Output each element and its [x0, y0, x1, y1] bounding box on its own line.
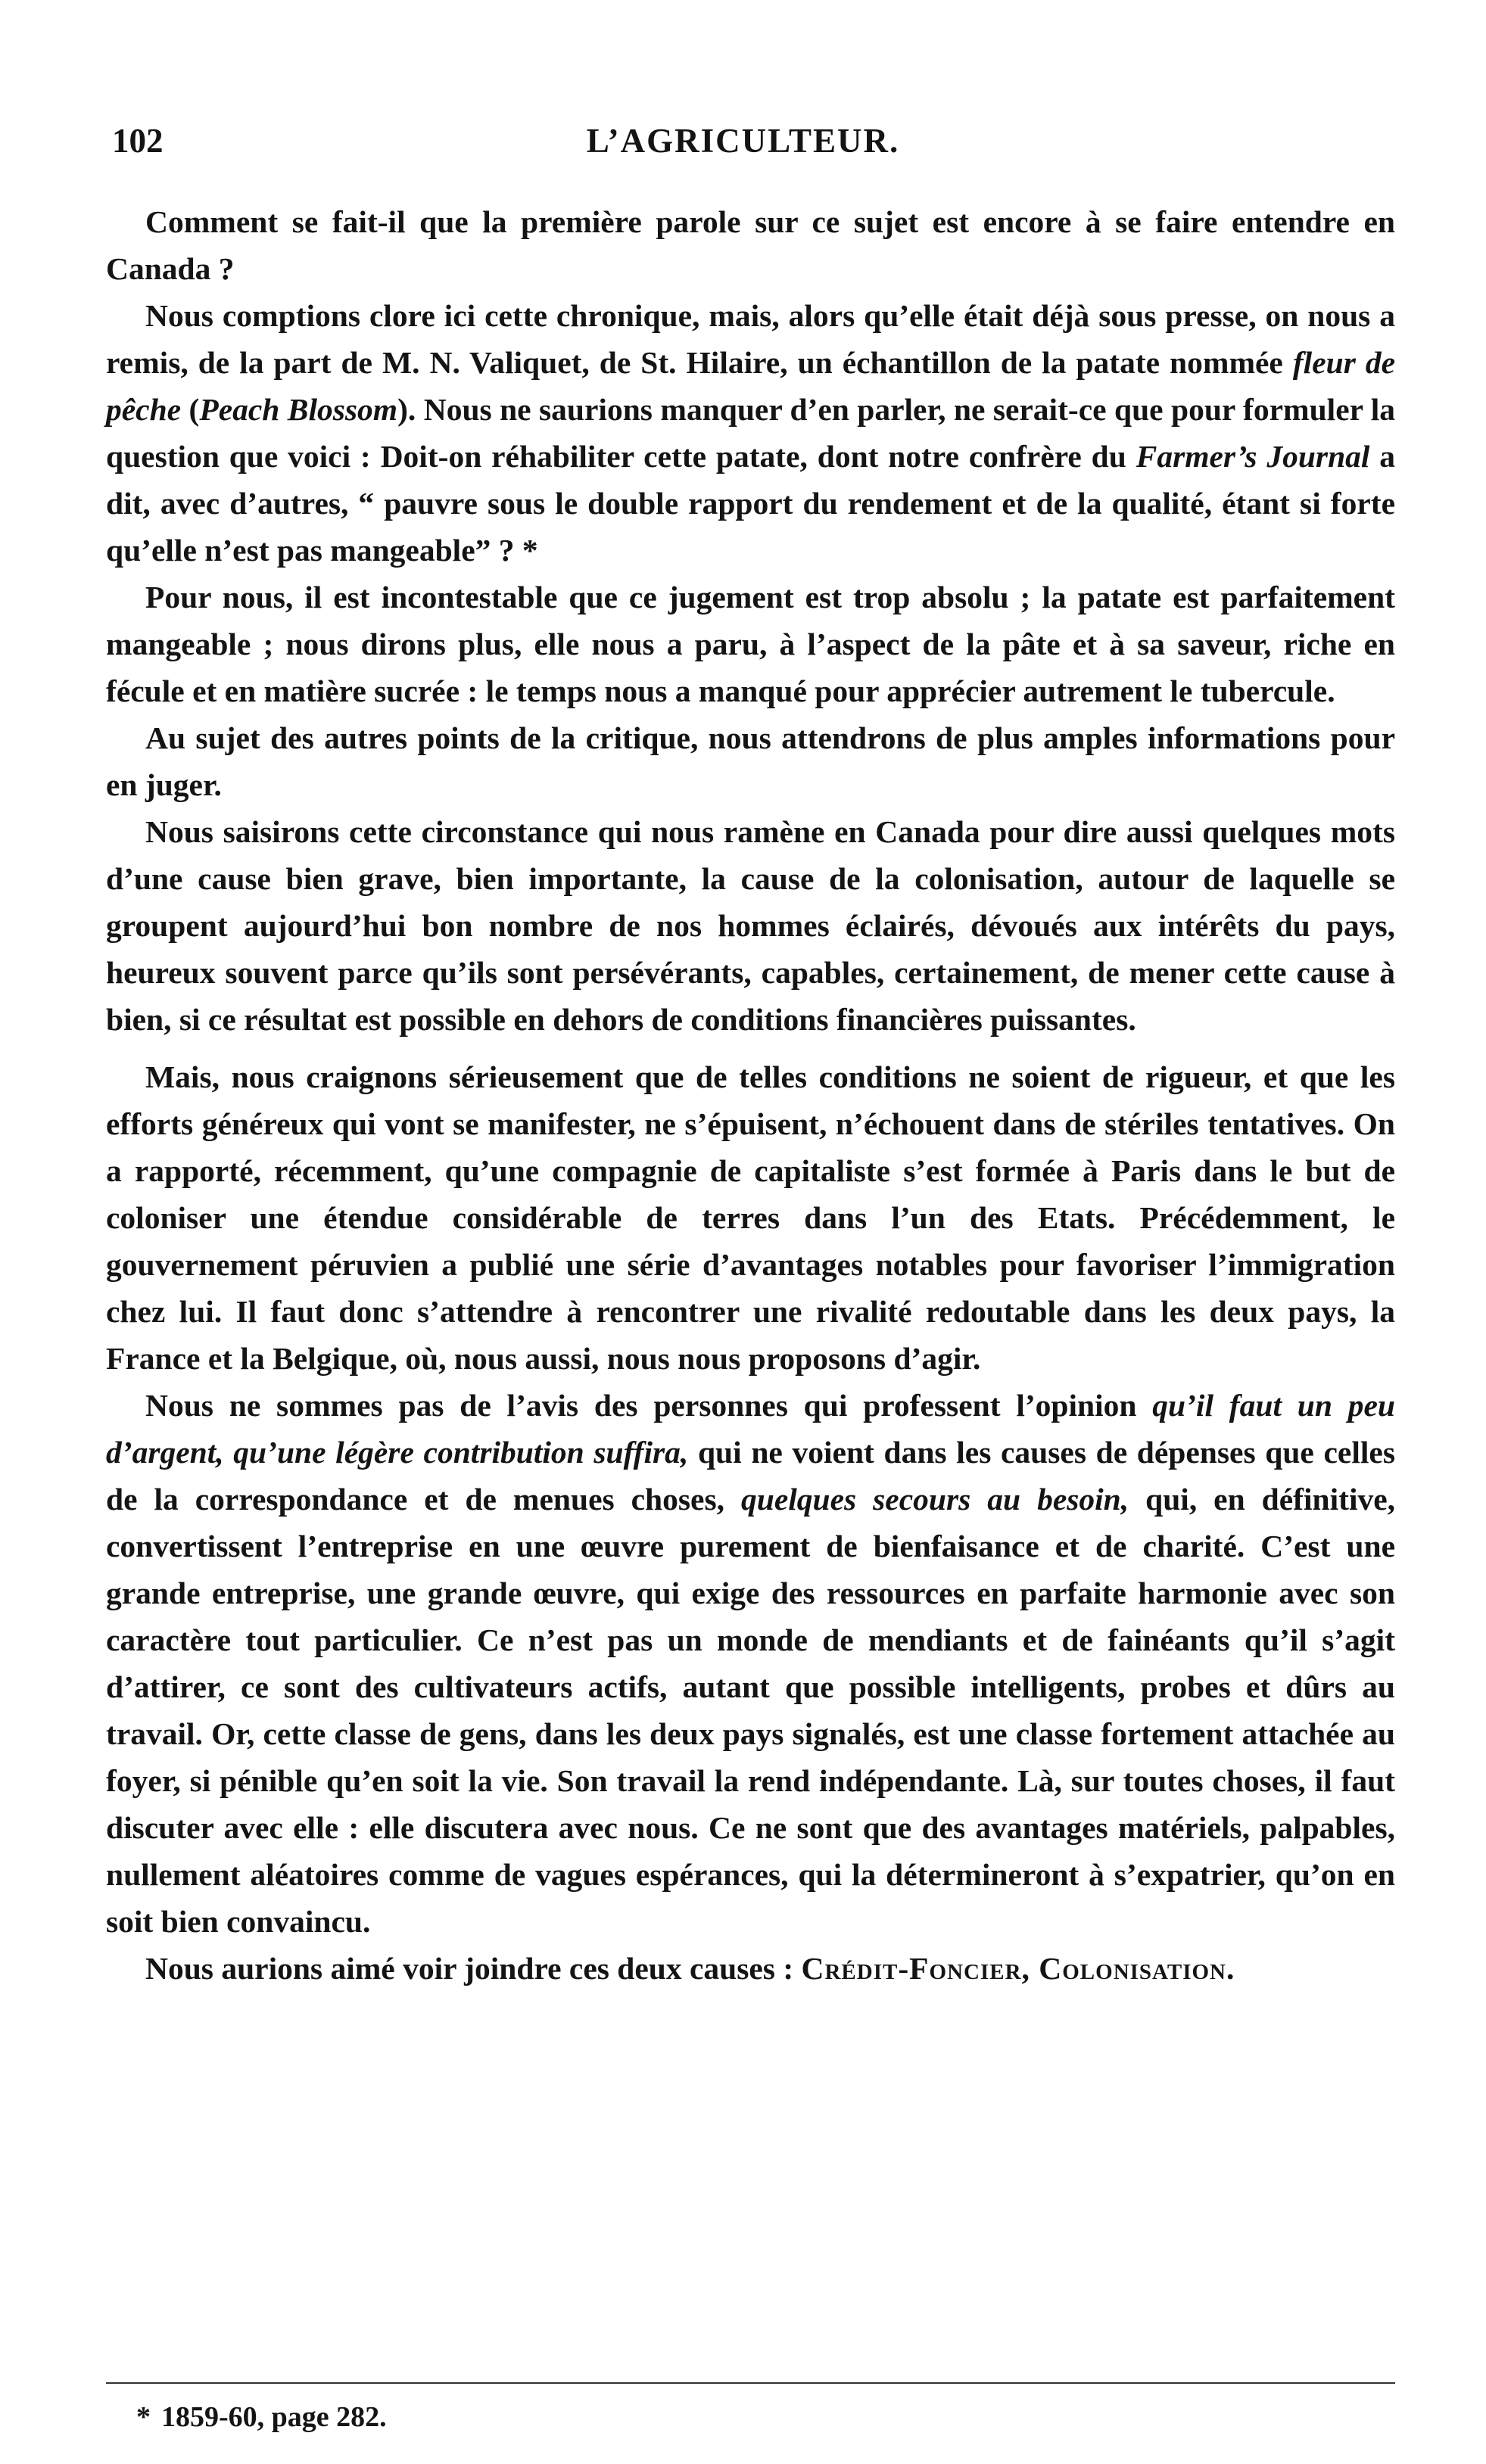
paragraph-1 — [106, 198, 1395, 292]
footnote — [136, 2400, 387, 2434]
paragraph-7 — [106, 1382, 1395, 1945]
text-run: Nous ne sommes pas de l’avis des personnes qui professent l’opinion — [145, 1388, 1153, 1423]
text-run: qui ne voient dans les causes de dépenses que celles de la correspondance et de menues choses, — [106, 1435, 1395, 1517]
text-run: ( — [181, 392, 200, 427]
paragraph-5 — [106, 808, 1395, 1043]
italic-run: Peach Blossom — [199, 392, 398, 427]
paragraph-text: Au sujet des autres points de la critique, nous attendrons de plus amples informations pour en juger. — [106, 720, 1395, 802]
footnote-mark: * — [136, 2401, 151, 2433]
text-run: a dit, avec d’autres, “ pauvre sous le double rapport du rendement et de la qualité, étant si forte qu’elle n’est pas mangeable” ? — [106, 439, 1396, 568]
text-run: Nous comptions clore ici cette chronique, mais, alors qu’elle était déjà sous presse, on nous a remis, de la part de M. N. Valiquet, de St. Hilaire, un échantillon de la patate nommée — [106, 298, 1395, 380]
italic-run: qu’il faut un peu d’argent, qu’une légère contribution suffira, — [106, 1388, 1395, 1470]
paragraph-2 — [106, 292, 1395, 574]
main-text — [106, 198, 1395, 1992]
paragraph-3 — [106, 574, 1395, 714]
paragraph-text: Comment se fait-il que la première parole sur ce sujet est encore à se faire entendre en Canada ? — [106, 204, 1395, 286]
paragraph-text: Pour nous, il est incontestable que ce jugement est trop absolu ; la patate est parfaitement mangeable ; nous dirons plus, elle nous a paru, à l’aspect de la pâte et à sa saveur, riche en fécule et en matière sucrée : le temps nous a manqué pour apprécier autrement le tubercule. — [106, 580, 1395, 708]
small-caps-run: Crédit-Foncier, Colonisation. — [801, 1951, 1235, 1986]
footnote-reference: * — [522, 533, 538, 568]
paragraph-6 — [106, 1053, 1395, 1382]
text-run: Nous aurions aimé voir joindre ces deux causes : — [145, 1951, 802, 1986]
text-run: qui, en définitive, convertissent l’entreprise en une œuvre purement de bienfaisance et de charité. C’est une grande entreprise, une grande œuvre, qui exige des ressources en parfaite harmonie avec son caractère tout particulier. Ce n’est pas un monde de mendiants et de fainéants qu’il s’agit d’attirer, ce sont des cultivateurs actifs, autant que possible intelligents, probes et dûrs au travail. Or, cette classe de gens, dans les deux pays signalés, est une classe fortement attachée au foyer, si pénible qu’en soit la vie. Son travail la rend indépendante. Là, sur toutes choses, il faut discuter avec elle : elle discutera avec nous. Ce ne sont que des avantages matériels, palpables, nullement aléatoires comme de vagues espérances, qui la détermineront à s’expatrier, qu’on en soit bien convaincu. — [106, 1482, 1396, 1939]
page-header — [112, 121, 1374, 174]
footnote-divider — [106, 2382, 1395, 2384]
italic-run: Farmer’s Journal — [1136, 439, 1370, 474]
paragraph-text: Mais, nous craignons sérieusement que de telles conditions ne soient de rigueur, et que les efforts généreux qui vont se manifester, ne s’épuisent, n’échouent dans de stériles tentatives. On a rapporté, récemment, qu’une compagnie de capitaliste s’est formée à Paris dans le but de coloniser une étendue considérable de terres dans l’un des Etats. Précédemment, le gouvernement péruvien a publié une série d’avantages notables pour favoriser l’immigration chez lui. Il faut donc s’attendre à rencontrer une rivalité redoutable dans les deux pays, la France et la Belgique, où, nous aussi, nous nous proposons d’agir. — [106, 1059, 1395, 1376]
page-number: 102 — [112, 122, 164, 160]
running-title: L’AGRICULTEUR. — [586, 122, 900, 160]
paragraph-8 — [106, 1945, 1395, 1992]
italic-run: quelques secours au besoin, — [740, 1482, 1129, 1517]
footnote-text: 1859-60, page 282. — [161, 2401, 387, 2433]
italic-run: fleur de pêche — [106, 345, 1395, 427]
text-run: ). Nous ne saurions manquer d’en parler, ne serait-ce que pour formuler la question que voici : Doit-on réhabiliter cette patate, dont notre confrère du — [106, 392, 1395, 474]
paragraph-text: Nous saisirons cette circonstance qui nous ramène en Canada pour dire aussi quelques mots d’une cause bien grave, bien importante, la cause de la colonisation, autour de laquelle se groupent aujourd’hui bon nombre de nos hommes éclairés, dévoués aux intérêts du pays, heureux souvent parce qu’ils sont persévérants, capables, certainement, de mener cette cause à bien, si ce résultat est possible en dehors de conditions financières puissantes. — [106, 814, 1395, 1037]
paragraph-4 — [106, 714, 1395, 808]
